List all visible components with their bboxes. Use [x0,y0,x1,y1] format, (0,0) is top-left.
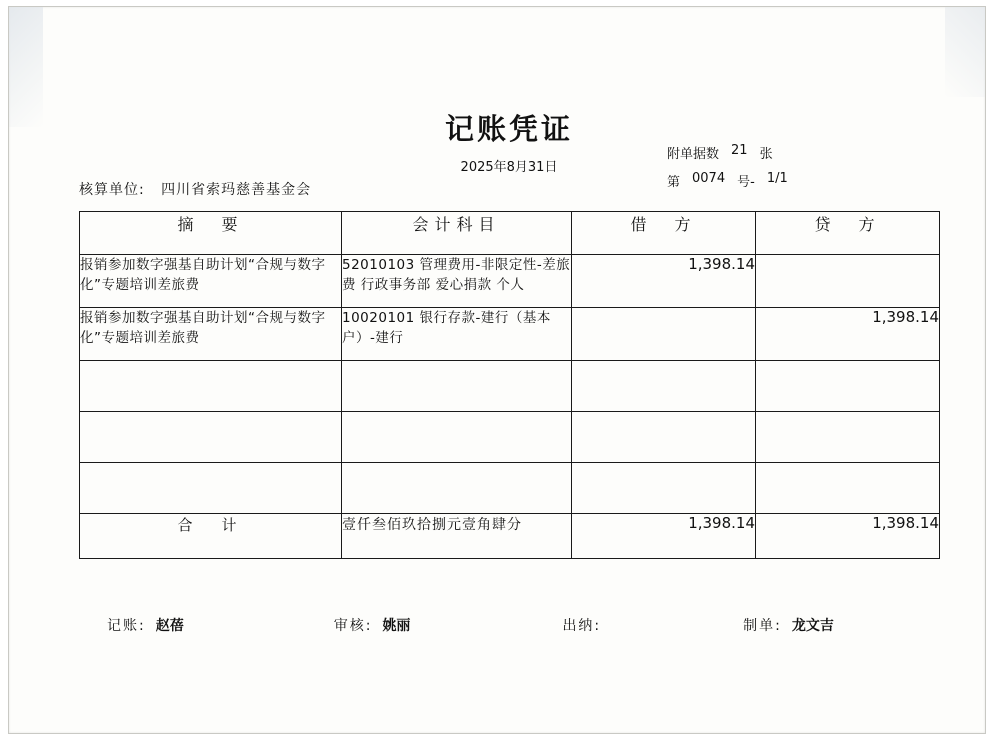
row-debit [572,308,756,361]
row-debit [572,361,756,412]
row-credit [756,255,940,308]
serial-suffix: 号- [737,175,755,190]
serial-number: 0074 [692,171,726,186]
row-credit [756,412,940,463]
row-account [342,412,572,463]
signature-bookkeeper [107,615,184,635]
table-row [80,463,940,514]
signature-auditor [334,615,411,635]
row-summary: 报销参加数字强基自助计划“合规与数字化”专题培训差旅费 [80,308,342,361]
voucher-meta [639,143,939,199]
table-row [80,412,940,463]
signature-label: 审核: [333,618,373,634]
row-account: 52010103 管理费用-非限定性-差旅费 行政事务部 爱心捐款 个人 [342,255,572,308]
signature-label: 制单: [743,618,782,634]
table-row [80,308,940,361]
signature-name: 赵蓓 [155,618,184,634]
voucher [79,107,939,634]
row-credit [756,361,940,412]
row-account: 10020101 银行存款-建行（基本户）-建行 [342,308,572,361]
page-number: 1/1 [766,171,788,186]
row-summary [80,412,342,463]
total-label: 合 计 [80,514,342,559]
column-header-credit: 贷 方 [756,212,940,255]
voucher-date: 2025年8月31日 [460,160,558,175]
attachment-count: 21 [731,143,748,158]
page-title: 记账凭证 [444,112,573,146]
column-header-account: 会计科目 [342,212,572,255]
total-debit: 1,398.14 [572,514,756,559]
total-amount-in-words: 壹仟叁佰玖拾捌元壹角肆分 [342,514,572,559]
voucher-table [79,211,940,559]
row-summary: 报销参加数字强基自助计划“合规与数字化”专题培训差旅费 [80,255,342,308]
accounting-unit-value: 四川省索玛慈善基金会 [161,182,312,198]
row-debit [572,412,756,463]
column-header-summary: 摘 要 [80,212,342,255]
column-header-debit: 借 方 [572,212,756,255]
table-row [80,255,940,308]
accounting-unit [79,179,311,199]
signature-preparer [743,615,834,635]
signature-name: 龙文吉 [791,618,834,634]
table-header-row [80,212,940,255]
signature-bar [79,615,939,635]
row-credit: 1,398.14 [756,308,940,361]
signature-label: 出纳: [562,618,602,634]
attachment-unit: 张 [759,147,773,162]
total-credit: 1,398.14 [756,514,940,559]
serial-label: 第 [667,175,681,190]
total-row [80,514,940,559]
signature-name: 姚丽 [382,618,411,634]
row-debit: 1,398.14 [572,255,756,308]
attachment-count-row [639,143,939,162]
row-account [342,463,572,514]
serial-row [639,171,939,190]
row-summary [80,463,342,514]
row-debit [572,463,756,514]
scanned-paper [8,6,986,734]
table-row [80,361,940,412]
signature-cashier [562,615,611,635]
row-account [342,361,572,412]
accounting-unit-label: 核算单位: [79,182,145,198]
attachment-label: 附单据数 [667,147,720,162]
row-credit [756,463,940,514]
row-summary [80,361,342,412]
signature-label: 记账: [107,618,146,634]
